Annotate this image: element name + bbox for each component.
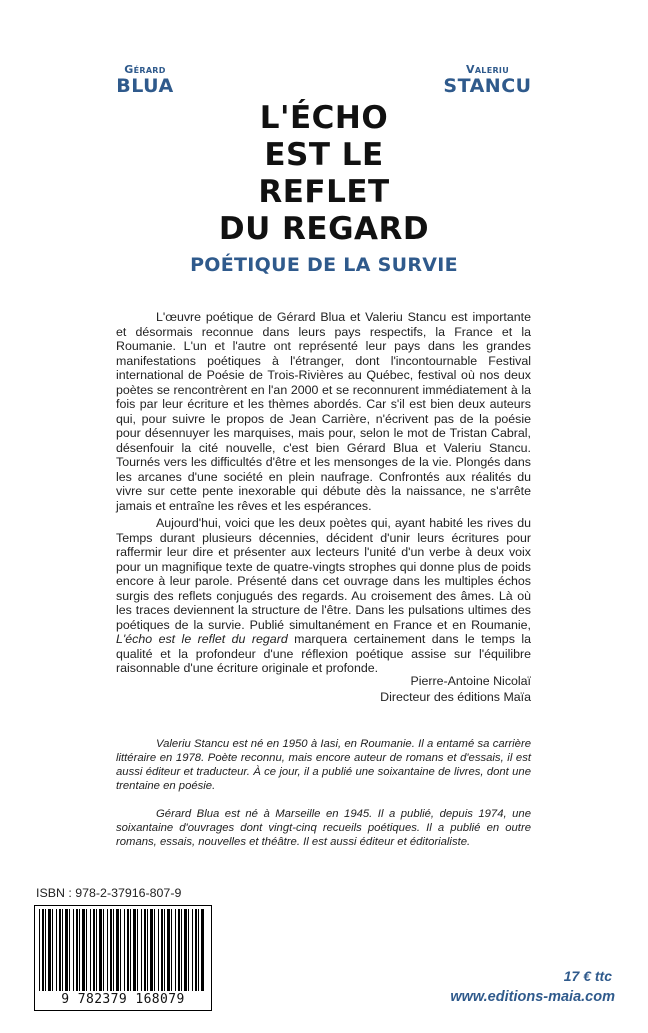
signature-name: Pierre-Antoine Nicolaï [410, 674, 531, 688]
title-line: DU REGARD [218, 211, 430, 247]
title-line: REFLET [258, 174, 390, 210]
blurb-paragraph: L'œuvre poétique de Gérard Blua et Valeriu Stancu est importante et désormais reconnue dans leurs pays respectifs, la France et la Roumanie. L'un et l'autre ont représenté leur pays dans les grandes manifestations poétiques à l'étranger, dont l'incontournable Festival international de Poésie de Trois-Rivières au Québec, festival où nos deux poètes se rencontrèrent en l'an 2000 et se reconnurent immédiatement à la fois par leur écriture et les thèmes abordés. Car s'il est bien deux auteurs qui, pour suivre le propos de Jean Carrière, n'écrivent pas de la poésie pour désennuyer les marquises, mais pour, selon le mot de Tristan Cabral, désenfouir la cité nouvelle, c'est bien Gérard Blua et Valeriu Stancu. Tournés vers les difficultés d'être et les mensonges de la vie. Plongés dans les arcanes d'une société en plein naufrage. Confrontés aux réalités du vivre sur cette pente inexorable qui débute dès la naissance, ne s'arrête jamais et entraîne les rêves et les espérances. [116, 310, 531, 513]
back-cover-blurb [116, 310, 531, 676]
barcode [34, 905, 212, 1011]
author-left-first-name: Gérard [124, 63, 166, 76]
author-right-last-name: STANCU [443, 75, 532, 97]
blurb-paragraph-2 [116, 516, 531, 676]
bio-stancu: Valeriu Stancu est né en 1950 à Iasi, en Roumanie. Il a entamé sa carrière littéraire en 1978. Poète reconnu, mais encore auteur de romans et d'essais, il est aussi éditeur et traducteur. À ce jour, il a publié une soixantaine de livres, dont une trentaine en poésie. [116, 738, 531, 792]
publisher-website: www.editions-maia.com [450, 989, 615, 1005]
isbn-label: ISBN : 978-2-37916-807-9 [36, 886, 182, 900]
author-left-last-name: BLUA [116, 75, 174, 97]
author-right [440, 63, 535, 96]
author-bios [116, 737, 531, 849]
author-left [110, 63, 180, 96]
title-line: EST LE [264, 137, 384, 173]
author-right-first-name: Valeriu [466, 63, 509, 76]
title-line: L'ÉCHO [259, 100, 389, 136]
book-subtitle: POÉTIQUE DE LA SURVIE [190, 254, 458, 276]
bio-blua: Gérard Blua est né à Marseille en 1945. Il a publié, depuis 1974, une soixantaine d'ouvrages dont vingt-cinq recueils poétiques. Il a publié en outre romans, essais, nouvelles et théâtre. Il est aussi éditeur et éditorialiste. [116, 808, 531, 848]
blurb-paragraph-tail: marquera certainement dans le temps la qualité et la profondeur d'une réflexion poétique assise sur l'équilibre raisonnable d'une écriture originale et profonde. [116, 632, 531, 675]
signature-role: Directeur des éditions Maïa [380, 690, 531, 704]
signature [300, 673, 531, 705]
barcode-bars [39, 909, 205, 991]
book-title-reference: L'écho est le reflet du regard [116, 632, 288, 646]
blurb-paragraph-text: Aujourd'hui, voici que les deux poètes qui, ayant habité les rives du Temps durant plusieurs décennies, décident d'unir leurs écritures pour raffermir leur dire et présenter aux lecteurs l'unité d'un verbe à deux voix pour un magnifique texte de quatre-vingts strophes qui donne plus de poids encore à leur parole. Présenté dans cet ouvrage dans les multiples échos surgis des reflets conjugués des regards. Au croisement des âmes. Là où les traces deviennent la structure de l'être. Dans les pulsations ultimes des poétiques de la survie. Publié simultanément en France et en Roumanie, [116, 516, 531, 632]
barcode-digits: 9 782379 168079 [61, 992, 185, 1007]
price: 17 € ttc [563, 968, 612, 984]
book-title [150, 100, 498, 276]
